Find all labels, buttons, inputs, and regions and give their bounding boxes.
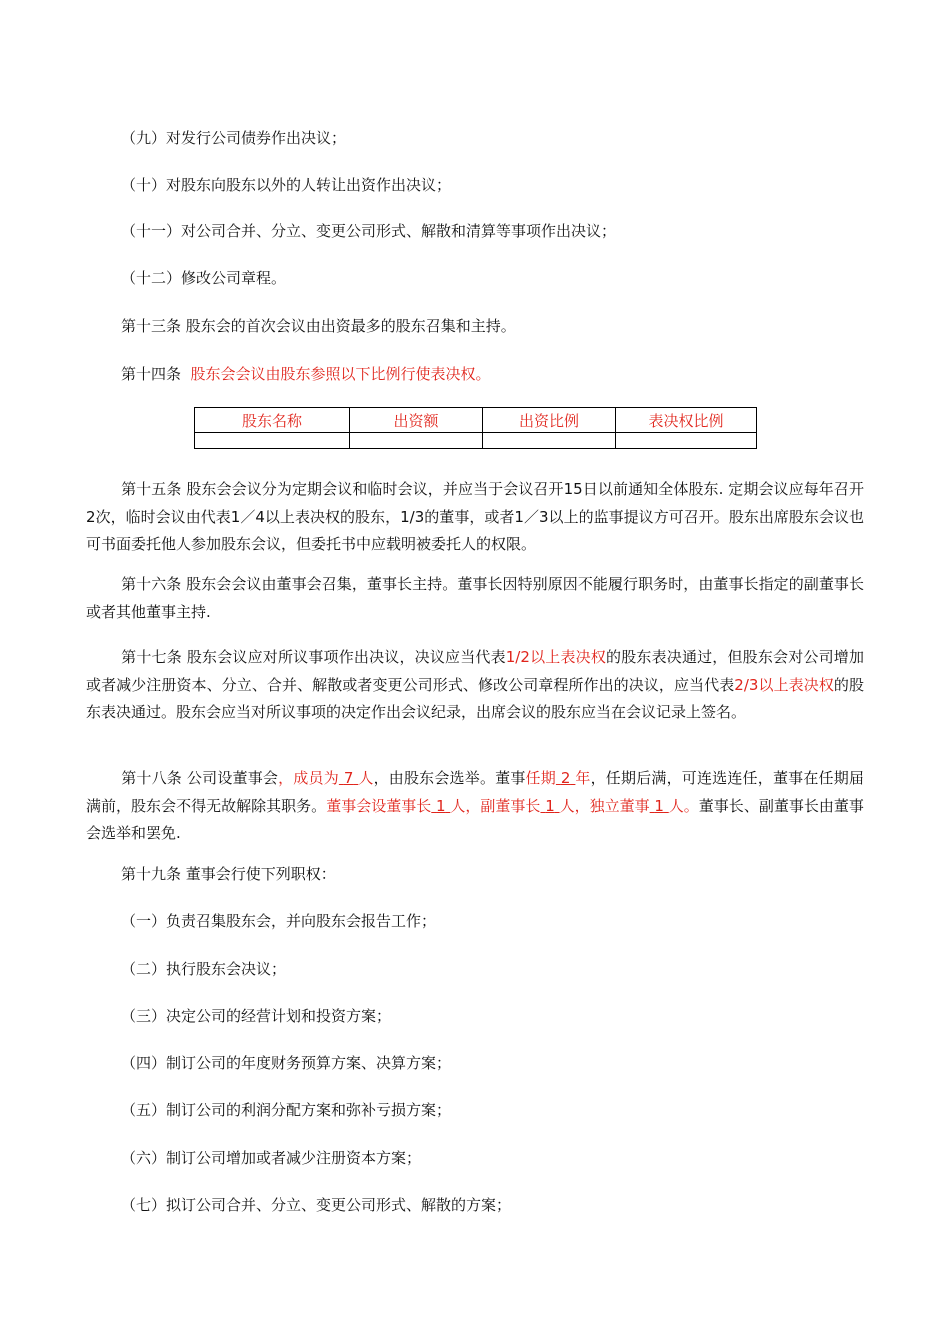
- article-14-text: 股东会会议由股东参照以下比例行使表决权。: [190, 365, 491, 383]
- article-18-independent-count: 1: [654, 796, 664, 815]
- article-18-text-2: ，由股东会选举。董事: [373, 769, 526, 787]
- article-18-term-label: 任期: [525, 769, 556, 787]
- article-18-board-size: 7: [343, 769, 354, 787]
- article-17-text-1: 第十七条 股东会议应对所议事项作出决议，决议应当代表: [121, 648, 506, 666]
- article-18-board-size-label: ，成员为: [278, 769, 339, 787]
- article-17-majority: 1/2以上表决权: [505, 648, 607, 666]
- article-19: 第十九条 董事会行使下列职权：: [121, 865, 336, 883]
- board-power-1: （一）负责召集股东会，并向股东会报告工作；: [121, 912, 437, 930]
- board-power-2: （二）执行股东会决议；: [121, 960, 287, 978]
- shareholder-table-header-row: [195, 408, 757, 433]
- article-18-vice-chair-count: 1: [545, 796, 555, 815]
- board-power-5: （五）制订公司的利润分配方案和弥补亏损方案；: [121, 1101, 452, 1119]
- article-17-text-3: 的股东表决通过。股东会应当对所议事项的决定作出会议纪录，出席会议的股东应当在会议记录上签名。: [86, 675, 864, 721]
- article-17: [86, 644, 864, 727]
- article-18-term-years: 2: [560, 769, 571, 787]
- board-power-4: （四）制订公司的年度财务预算方案、决算方案；: [121, 1054, 452, 1072]
- article-14-number: 第十四条: [121, 365, 191, 383]
- col-header-contribution-ratio: 出资比例: [483, 408, 616, 433]
- article-16-text: 第十六条 股东会会议由董事会召集，董事长主持。董事长因特别原因不能履行职务时，由董事长指定的副董事长或者其他董事主持.: [86, 575, 864, 621]
- board-power-7: （七）拟订公司合并、分立、变更公司形式、解散的方案；: [121, 1196, 512, 1214]
- article-18-chair-count: 1: [436, 796, 446, 815]
- article-13: 第十三条 股东会的首次会议由出资最多的股东召集和主持。: [121, 317, 516, 335]
- article-14: [121, 364, 491, 384]
- clause-item-10: （十）对股东向股东以外的人转让出资作出决议；: [121, 176, 452, 194]
- article-18-independent-unit: 人。: [668, 796, 699, 815]
- article-18-vice-chair-label: 人，副董事长: [450, 796, 541, 815]
- col-header-voting-ratio: 表决权比例: [616, 408, 757, 433]
- article-15: [86, 476, 864, 559]
- article-17-text-2: 的股东表决通过，但股东会对公司增加或者减少注册资本、分立、合并、解散或者变更公司形式、修改公司章程所作出的决议，应当代表: [86, 648, 864, 694]
- article-18: [86, 765, 864, 848]
- article-18-text-3: ，任期后满，可连选连任，董事在任期届满前，股东会不得无故解除其职务。: [86, 769, 864, 815]
- article-18-chair-label: 董事会设董事长: [326, 796, 432, 815]
- table-cell: [616, 433, 757, 449]
- shareholder-table-empty-row: [195, 433, 757, 449]
- article-18-text-4: 董事长、副董事长由董事会选举和罢免.: [86, 796, 864, 842]
- board-power-3: （三）决定公司的经营计划和投资方案；: [121, 1007, 392, 1025]
- article-18-text-1: 第十八条 公司设董事会: [121, 769, 279, 787]
- article-18-term-unit: 年: [575, 769, 591, 787]
- article-15-text: 第十五条 股东会会议分为定期会议和临时会议，并应当于会议召开15日以前通知全体股东. 定期会议应每年召开2次，临时会议由代表1／4以上表决权的股东，1/3的董事，或者1／3以上的监事提议方可召开。股东出席股东会议也可书面委托他人参加股东会议，但委托书中应载明被委托人的权限。: [86, 480, 864, 553]
- clause-item-9: （九）对发行公司债券作出决议；: [121, 129, 347, 147]
- table-cell: [195, 433, 350, 449]
- col-header-contribution: 出资额: [350, 408, 483, 433]
- table-cell: [350, 433, 483, 449]
- col-header-shareholder-name: 股东名称: [195, 408, 350, 433]
- clause-item-11: （十一）对公司合并、分立、变更公司形式、解散和清算等事项作出决议；: [121, 222, 617, 240]
- table-cell: [483, 433, 616, 449]
- article-18-board-size-unit: 人: [358, 769, 374, 787]
- article-17-supermajority: 2/3以上表决权: [734, 675, 834, 694]
- article-18-independent-label: 人，独立董事: [559, 796, 650, 815]
- shareholder-table: [194, 407, 757, 449]
- board-power-6: （六）制订公司增加或者减少注册资本方案；: [121, 1149, 422, 1167]
- clause-item-12: （十二）修改公司章程。: [121, 269, 287, 287]
- article-16: [86, 571, 864, 626]
